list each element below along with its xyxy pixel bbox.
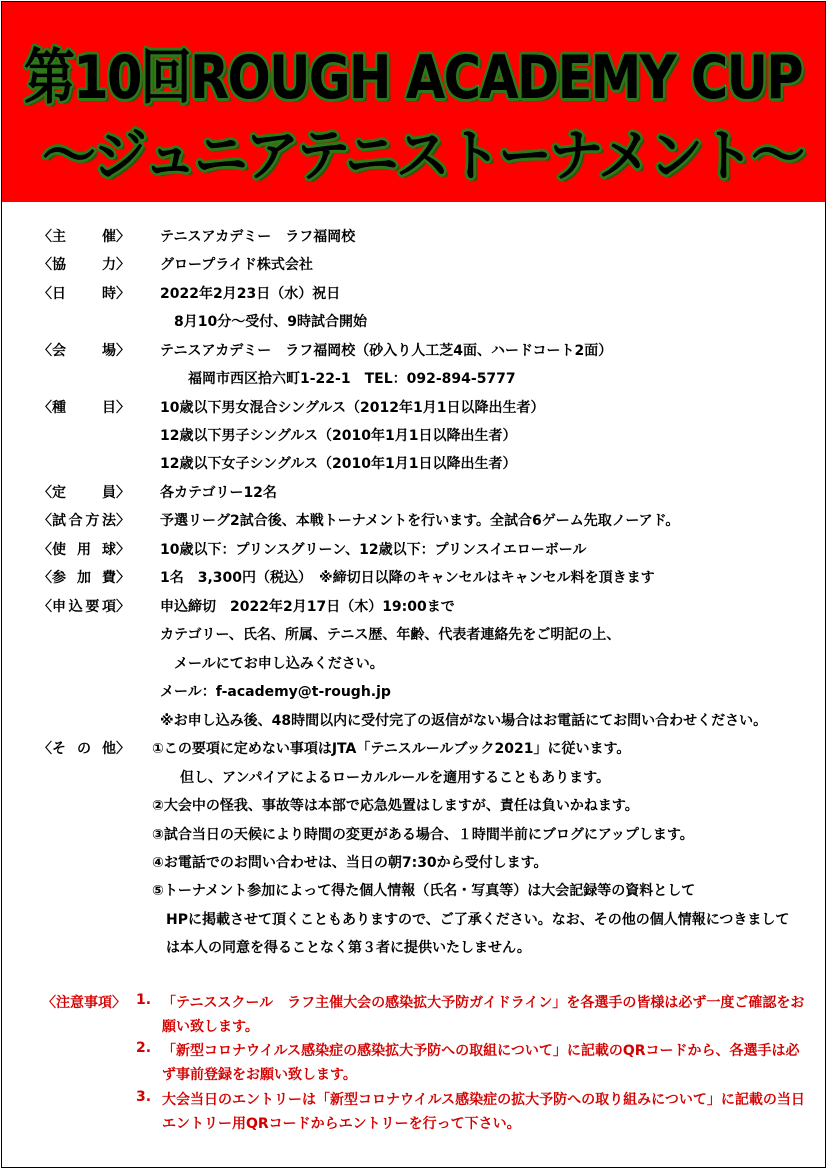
value-format: 予選リーグ2試合後、本戦トーナメントを行います。全試合6ゲーム先取ノーアド。 — [160, 513, 680, 529]
value-date: 2022年2月23日（水）祝日 — [160, 286, 341, 302]
event-item: 10歳以下男女混合シングルス（2012年1月1日以降出生者） — [160, 400, 545, 416]
other-line: 但し、アンパイアによるローカルルールを適用することもあります。 — [152, 770, 611, 786]
event-item: 12歳以下男子シングルス（2010年1月1日以降出生者） — [160, 428, 517, 444]
label-date: 〈日 時〉 — [38, 286, 130, 302]
label-venue: 〈会 場〉 — [38, 343, 130, 359]
entry-email: メール：f-academy@t-rough.jp — [160, 684, 391, 700]
entry-line: カテゴリー、氏名、所属、テニス歴、年齢、代表者連絡先をご明記の上、 — [160, 627, 621, 643]
other-line: ①この要項に定めない事項はJTA「テニスルールブック2021」に従います。 — [152, 741, 631, 757]
label-other: 〈そ の 他〉 — [38, 741, 130, 757]
entry-line: メールにてお申し込みください。 — [160, 656, 384, 672]
notice-line: ず事前登録をお願い致します。 — [162, 1067, 357, 1083]
label-host: 〈主 催〉 — [38, 229, 130, 245]
value-capacity: 各カテゴリー12名 — [160, 485, 277, 501]
entry-line: ※お申し込み後、48時間以内に受付完了の返信がない場合はお電話にてお問い合わせください。 — [160, 713, 768, 729]
notice-number: 1. — [136, 992, 152, 1008]
notice-line: エントリー用QRコードからエントリーを行って下さい。 — [162, 1116, 521, 1132]
label-support: 〈協 力〉 — [38, 257, 130, 273]
value-host: テニスアカデミー ラフ福岡校 — [160, 229, 356, 245]
tournament-flyer — [1, 1, 826, 1168]
other-line: は本人の同意を得ることなく第３者に提供いたしません。 — [152, 940, 531, 956]
label-entry: 〈申 込 要 項〉 — [38, 599, 130, 615]
notice-number: 3. — [136, 1089, 152, 1105]
label-format: 〈試 合 方 法〉 — [38, 513, 130, 529]
sub-title: ～ジュニアテニストーナメント～ — [42, 124, 803, 189]
notice-line: 大会当日のエントリーは「新型コロナウイルス感染症の拡大予防への取り組みについて」に記載の当日 — [162, 1092, 805, 1108]
notice-line: 「新型コロナウイルス感染症の感染拡大予防への取組について」に記載のQRコードから、各選手は必 — [162, 1043, 800, 1059]
value-support: グロープライド株式会社 — [160, 257, 313, 273]
other-line: ④お電話でのお問い合わせは、当日の朝7:30から受付します。 — [152, 855, 548, 871]
label-ball: 〈使 用 球〉 — [38, 542, 130, 558]
value-date-sub: 8月10分～受付、9時試合開始 — [174, 314, 367, 330]
notice-label: 〈注意事項〉 — [42, 995, 126, 1011]
value-venue-address: 福岡市西区拾六町1-22-1 TEL：092-894-5777 — [188, 371, 516, 387]
main-title: 第10回ROUGH ACADEMY CUP — [24, 43, 802, 113]
entry-line: 申込締切 2022年2月17日（木）19:00まで — [160, 599, 455, 615]
notice-line: 願い致します。 — [162, 1019, 259, 1035]
notice-number: 2. — [136, 1040, 152, 1056]
label-capacity: 〈定 員〉 — [38, 485, 130, 501]
label-events: 〈種 目〉 — [38, 400, 130, 416]
notice-line: 「テニススクール ラフ主催大会の感染拡大予防ガイドライン」を各選手の皆様は必ず一度ご確認をお — [162, 995, 805, 1011]
other-line: HPに掲載させて頂くこともありますので、ご了承ください。なお、その他の個人情報につきまして — [152, 912, 790, 928]
value-ball: 10歳以下：プリンスグリーン、12歳以下：プリンスイエローボール — [160, 542, 587, 558]
value-venue: テニスアカデミー ラフ福岡校（砂入り人工芝4面、ハードコート2面） — [160, 343, 613, 359]
event-item: 12歳以下女子シングルス（2010年1月1日以降出生者） — [160, 456, 517, 472]
value-fee: 1名 3,300円（税込） ※締切日以降のキャンセルはキャンセル料を頂きます — [160, 570, 655, 586]
title-banner — [2, 2, 825, 202]
other-line: ②大会中の怪我、事故等は本部で応急処置はしますが、責任は負いかねます。 — [152, 798, 639, 814]
other-line: ⑤トーナメント参加によって得た個人情報（氏名・写真等）は大会記録等の資料として — [152, 883, 696, 899]
label-fee: 〈参 加 費〉 — [38, 570, 130, 586]
other-line: ③試合当日の天候により時間の変更がある場合、１時間半前にブログにアップします。 — [152, 827, 694, 843]
